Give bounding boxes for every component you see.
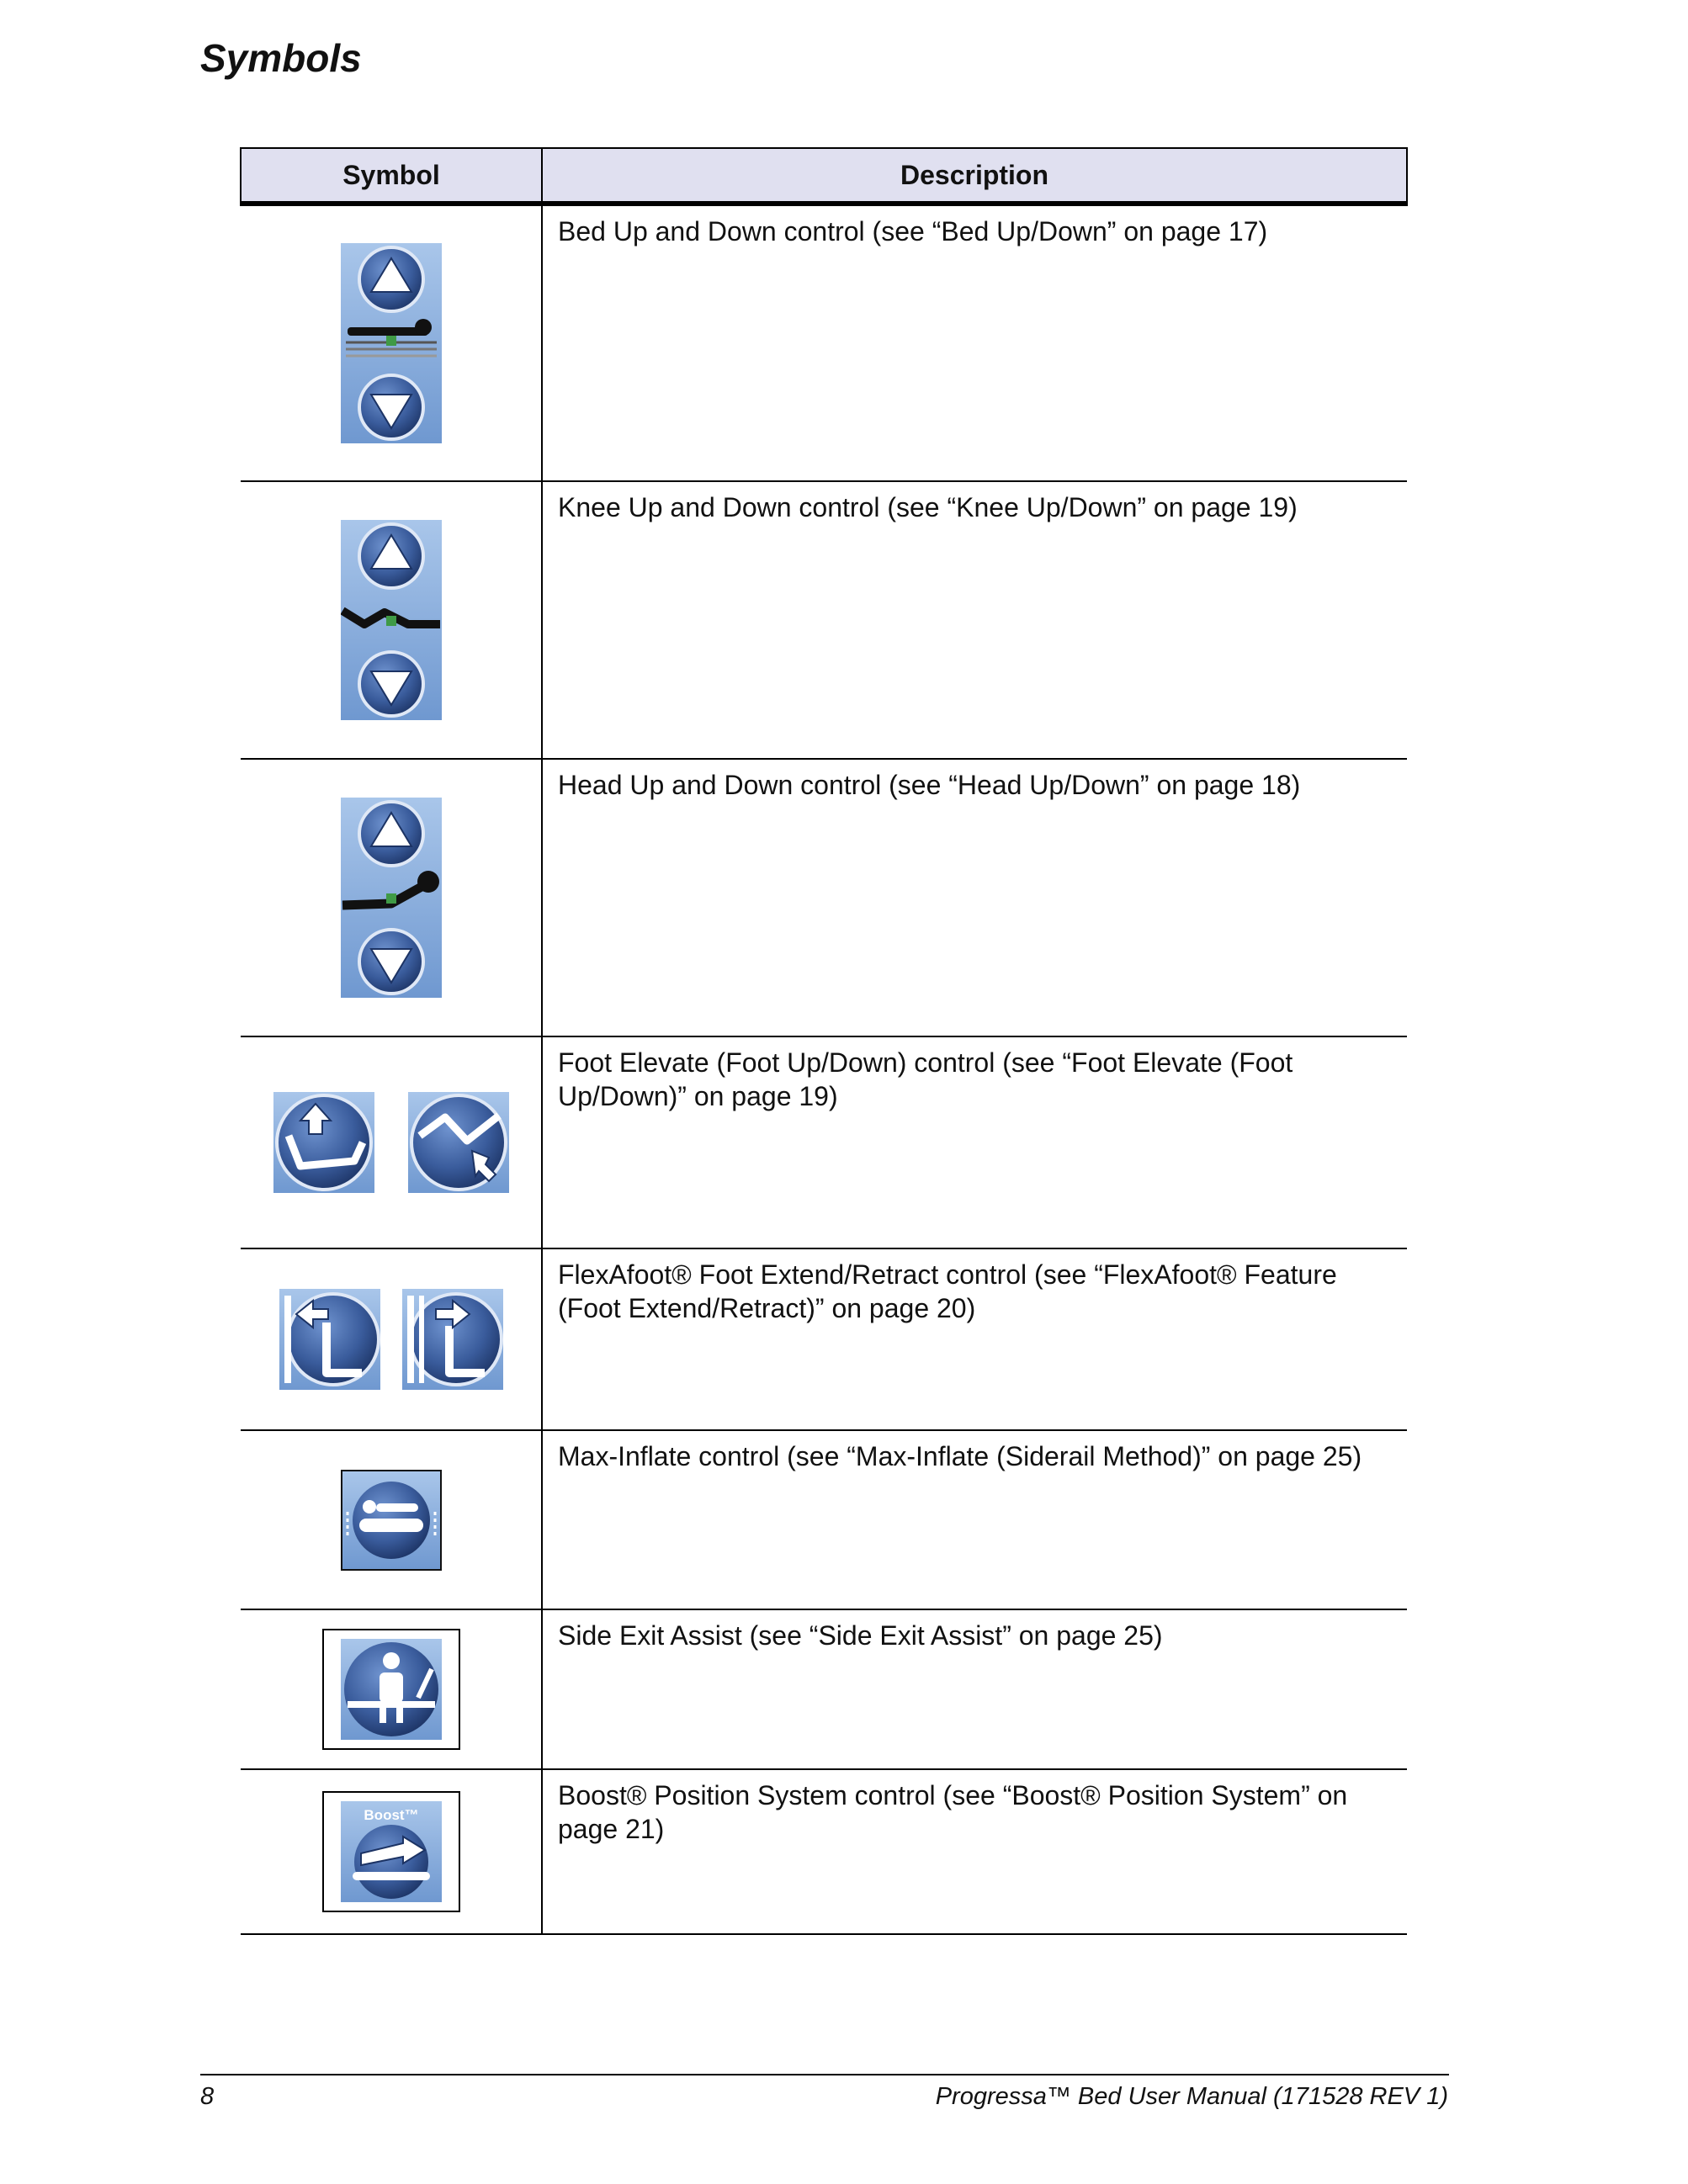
foot-retract-icon xyxy=(279,1289,380,1390)
side-exit-assist-frame xyxy=(322,1629,460,1750)
foot-elevate-icons xyxy=(241,1092,541,1193)
max-inflate-icon xyxy=(341,1470,442,1571)
symbol-cell xyxy=(241,204,542,481)
description-cell: Max-Inflate control (see “Max-Inflate (Siderail Method)” on page 25) xyxy=(542,1430,1407,1609)
description-cell: Knee Up and Down control (see “Knee Up/Down” on page 19) xyxy=(542,481,1407,759)
table-row xyxy=(241,1609,1407,1769)
symbol-column-header: Symbol xyxy=(241,148,542,204)
description-cell: Bed Up and Down control (see “Bed Up/Down” on page 17) xyxy=(542,204,1407,481)
description-cell: Side Exit Assist (see “Side Exit Assist” on page 25) xyxy=(542,1609,1407,1769)
boost-position-icon xyxy=(341,1801,442,1902)
flexafoot-extend-retract-icons xyxy=(241,1289,541,1390)
symbol-cell xyxy=(241,481,542,759)
knee-up-down-icon xyxy=(341,520,442,720)
symbol-cell xyxy=(241,759,542,1036)
symbol-cell xyxy=(241,1769,542,1934)
symbols-table xyxy=(240,147,1408,1935)
table-row xyxy=(241,759,1407,1036)
symbol-cell xyxy=(241,1248,542,1430)
bed-up-down-icon xyxy=(341,243,442,443)
symbol-cell xyxy=(241,1430,542,1609)
symbol-cell xyxy=(241,1609,542,1769)
side-exit-assist-icon xyxy=(341,1639,442,1740)
table-row xyxy=(241,1248,1407,1430)
table-row xyxy=(241,1769,1407,1934)
page-number: 8 xyxy=(200,2083,215,2110)
boost-label: Boost™ xyxy=(363,1807,419,1823)
table-row xyxy=(241,204,1407,481)
description-cell: FlexAfoot® Foot Extend/Retract control (see “FlexAfoot® Feature (Foot Extend/Retract)” on page 20) xyxy=(542,1248,1407,1430)
table-header-row xyxy=(241,148,1407,204)
description-column-header: Description xyxy=(542,148,1407,204)
foot-down-icon xyxy=(408,1092,509,1193)
foot-up-icon xyxy=(273,1092,374,1193)
footer-rule xyxy=(200,2074,1449,2075)
manual-title: Progressa™ Bed User Manual (171528 REV 1) xyxy=(935,2083,1448,2110)
symbol-cell xyxy=(241,1036,542,1248)
boost-position-frame xyxy=(322,1791,460,1912)
head-up-down-icon xyxy=(341,798,442,998)
foot-extend-icon xyxy=(402,1289,503,1390)
table-row xyxy=(241,1430,1407,1609)
description-cell: Head Up and Down control (see “Head Up/Down” on page 18) xyxy=(542,759,1407,1036)
table-row xyxy=(241,481,1407,759)
description-cell: Boost® Position System control (see “Boost® Position System” on page 21) xyxy=(542,1769,1407,1934)
description-cell: Foot Elevate (Foot Up/Down) control (see “Foot Elevate (Foot Up/Down)” on page 19) xyxy=(542,1036,1407,1248)
table-row xyxy=(241,1036,1407,1248)
page-title: Symbols xyxy=(200,36,362,80)
